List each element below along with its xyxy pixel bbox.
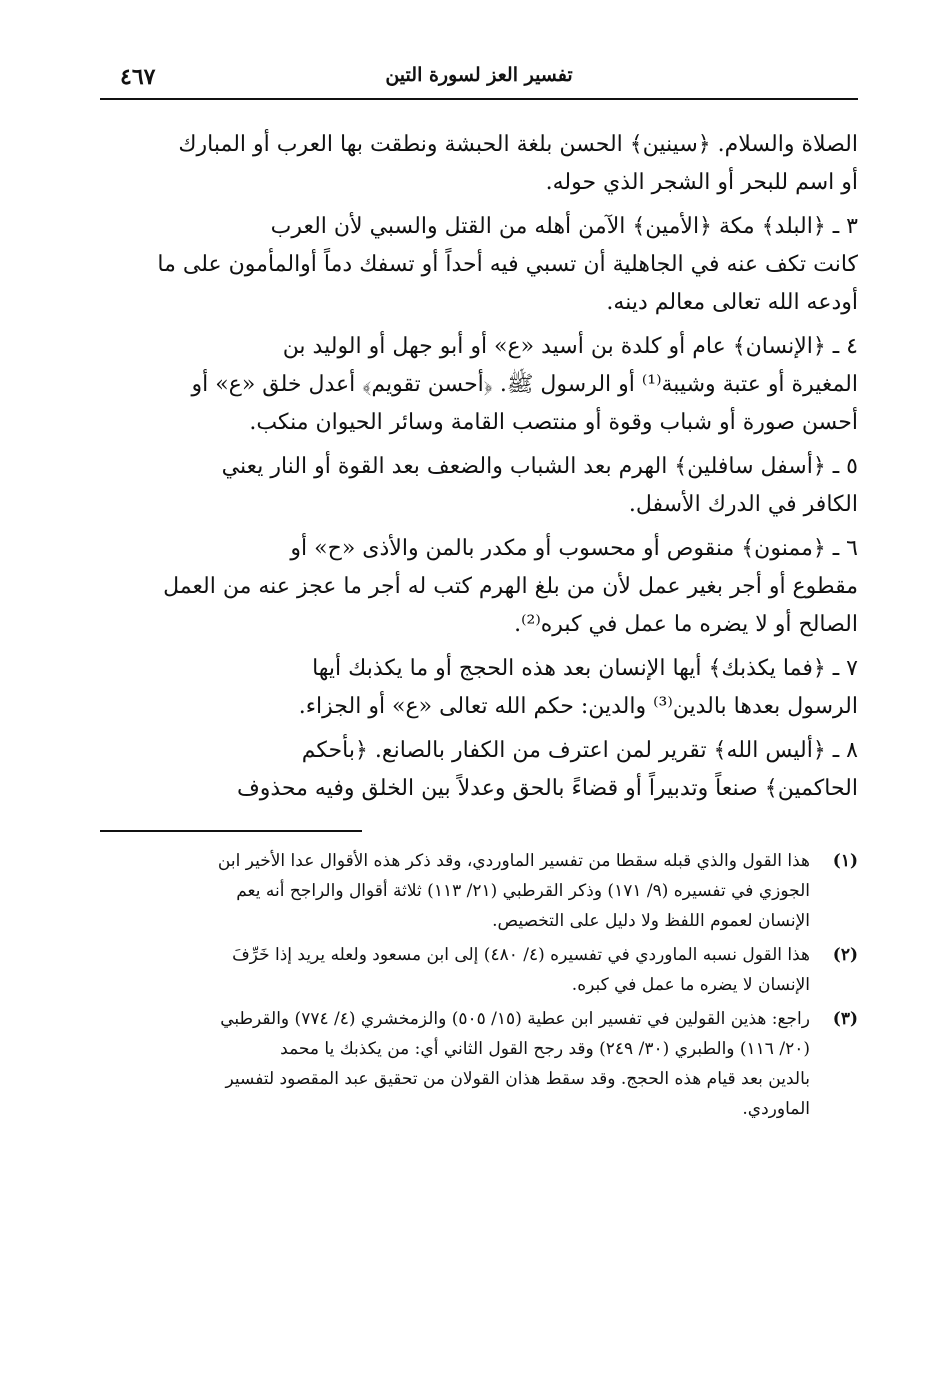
footnote-text xyxy=(100,940,810,1000)
footnote-line: الجوزي في تفسيره (٩/ ١٧١) وذكر القرطبي (٢١/ ١١٣) ثلاثة أقوال والراجح أنه يعم xyxy=(236,881,810,901)
text-line: ٨ ـ ﴿أليس الله﴾ تقرير لمن اعترف من الكفار بالصانع. ﴿بأحكم xyxy=(301,738,858,763)
text-line: الصالح أو لا يضره ما عمل في كبره⁽²⁾. xyxy=(514,612,858,637)
paragraph xyxy=(100,328,858,442)
footnote-number: (٣) xyxy=(832,1009,858,1029)
text-line: الكافر في الدرك الأسفل. xyxy=(628,492,858,517)
footnote-line: هذا القول نسبه الماوردي في تفسيره (٤/ ٤٨٠) إلى ابن مسعود ولعله يريد إذا خَرِّفَ xyxy=(232,945,810,965)
page-number: ٤٦٧ xyxy=(120,64,156,90)
text-line: ٦ ـ ﴿ممنون﴾ منقوص أو محسوب أو مكدر بالمن والأذى «ح» أو xyxy=(290,536,858,561)
text-line: ٤ ـ ﴿الإنسان﴾ عام أو كلدة بن أسيد «ع» أو أبو جهل أو الوليد بن xyxy=(282,334,858,359)
footnote xyxy=(100,1004,858,1124)
text-line: ٣ ـ ﴿البلد﴾ مكة ﴿الأمين﴾ الآمن أهله من القتل والسبي لأن العرب xyxy=(270,214,858,239)
text-line: أودعه الله تعالى معالم دينه. xyxy=(606,290,858,315)
text-line: مقطوع أو أجر بغير عمل لأن من بلغ الهرم كتب له أجر ما عجز عنه من العمل xyxy=(163,574,858,599)
footnote-line: (٢٠/ ١١٦) والطبري (٣٠/ ٢٤٩) وقد رجح القول الثاني أي: من يكذبك يا محمد xyxy=(280,1039,810,1059)
footnote xyxy=(100,846,858,936)
main-text xyxy=(100,126,858,808)
paragraph xyxy=(100,208,858,322)
footnote-number: (٢) xyxy=(832,945,858,965)
text-line: أحسن صورة أو شباب وقوة أو منتصب القامة وسائر الحيوان منكب. xyxy=(249,410,858,435)
footnote-line: هذا القول والذي قبله سقطا من تفسير الماوردي، وقد ذكر هذه الأقوال عدا الأخير ابن xyxy=(217,851,810,871)
text-line: ٥ ـ ﴿أسفل سافلين﴾ الهرم بعد الشباب والضعف بعد القوة أو النار يعني xyxy=(221,454,858,479)
paragraph xyxy=(100,650,858,726)
text-line: أو اسم للبحر أو الشجر الذي حوله. xyxy=(545,170,858,195)
footnote-line: راجع: هذين القولين في تفسير ابن عطية (١٥/ ٥٠٥) والزمخشري (٤/ ٧٧٤) والقرطبي xyxy=(220,1009,810,1029)
footnote-line: الإنسان لعموم اللفظ ولا دليل على التخصيص. xyxy=(492,911,810,931)
text-line: المغيرة أو عتبة وشيبة⁽¹⁾ أو الرسول ﷺ. ﴿أحسن تقويم﴾ أعدل خلق «ع» أو xyxy=(191,372,858,397)
paragraph xyxy=(100,126,858,202)
text-line: ٧ ـ ﴿فما يكذبك﴾ أيها الإنسان بعد هذه الحجج أو ما يكذبك أيها xyxy=(312,656,858,681)
footnote xyxy=(100,940,858,1000)
footnote-line: بالدين بعد قيام هذه الحجج. وقد سقط هذان القولان من تحقيق عبد المقصود لتفسير xyxy=(225,1069,810,1089)
footnote-text xyxy=(100,846,810,936)
footnote-number: (١) xyxy=(832,851,858,871)
footnote-separator xyxy=(100,830,858,832)
text-line: الحاكمين﴾ صنعاً وتدبيراً أو قضاءً بالحق وعدلاً بين الخلق وفيه محذوف xyxy=(236,776,858,801)
footnote-text xyxy=(100,1004,810,1124)
separator-line xyxy=(100,830,362,832)
footnote-line: الماوردي. xyxy=(742,1099,810,1119)
text-line: الرسول بعدها بالدين⁽³⁾ والدين: حكم الله تعالى «ع» أو الجزاء. xyxy=(298,694,858,719)
running-title: تفسير العز لسورة التين xyxy=(385,64,573,86)
footnotes xyxy=(100,846,858,1124)
book-page xyxy=(100,58,858,1128)
page-header xyxy=(100,58,858,100)
footnote-line: الإنسان لا يضره ما عمل في كبره. xyxy=(571,975,810,995)
text-line: كانت تكف عنه في الجاهلية أن تسبي فيه أحداً أو تسفك دماً أوالمأمون على ما xyxy=(157,252,858,277)
paragraph xyxy=(100,732,858,808)
paragraph xyxy=(100,448,858,524)
paragraph xyxy=(100,530,858,644)
text-line: الصلاة والسلام. ﴿سينين﴾ الحسن بلغة الحبشة ونطقت بها العرب أو المبارك xyxy=(178,132,858,157)
